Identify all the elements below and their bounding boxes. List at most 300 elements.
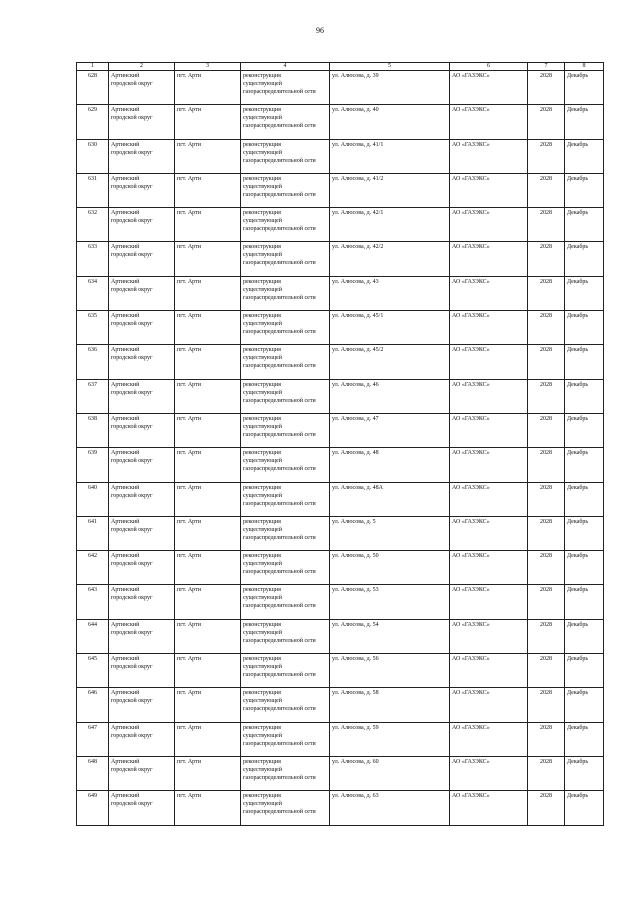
cell-work-type-line: существующей [243, 81, 282, 87]
cell-address [330, 585, 450, 619]
cell-settlement [175, 242, 241, 276]
cell-year [528, 482, 565, 516]
cell-organization-line: АО «ГАЗЭКС» [452, 758, 490, 765]
cell-district-line: Артинский [111, 587, 140, 594]
cell-month-line: Декабрь [567, 484, 589, 491]
cell-number [77, 654, 109, 688]
cell-number-line: 644 [88, 621, 97, 628]
table-row [77, 379, 604, 413]
cell-month [565, 345, 604, 379]
header-col-1: 1 [77, 63, 109, 71]
cell-address-line: ул. Алюсова, д. 5 [332, 518, 376, 525]
cell-number-line: 629 [88, 107, 97, 114]
cell-month-line: Декабрь [567, 347, 589, 354]
cell-district-line: городской округ [111, 286, 153, 293]
cell-district-line: городской округ [111, 149, 153, 156]
cell-number [77, 71, 109, 105]
registry-table [76, 62, 604, 826]
cell-work-type [241, 105, 330, 139]
cell-organization-line: АО «ГАЗЭКС» [452, 450, 490, 457]
cell-month-line: Декабрь [567, 553, 589, 560]
cell-year [528, 379, 565, 413]
cell-month-line: Декабрь [567, 210, 589, 217]
cell-work-type-line: существующей [243, 561, 282, 568]
cell-settlement-line: пгт. Арти [177, 518, 201, 525]
cell-number [77, 208, 109, 242]
cell-settlement-line: пгт. Арти [177, 758, 201, 765]
cell-work-type-line: существующей [243, 115, 282, 122]
cell-year [528, 413, 565, 447]
cell-settlement-line: пгт. Арти [177, 175, 201, 182]
cell-month [565, 413, 604, 447]
cell-work-type-line: газораспределительной сети [243, 603, 316, 610]
cell-year [528, 688, 565, 722]
cell-work-type-line: реконструкция [243, 656, 281, 663]
cell-year-line: 2028 [540, 656, 552, 663]
table-header [77, 63, 604, 71]
cell-year-line: 2028 [540, 141, 552, 148]
cell-work-type-line: реконструкция [243, 278, 281, 285]
cell-work-type-line: существующей [243, 492, 282, 499]
cell-month [565, 585, 604, 619]
cell-address-line: ул. Алюсова, д. 58 [332, 690, 379, 697]
cell-year-line: 2028 [540, 484, 552, 491]
cell-work-type-line: существующей [243, 698, 282, 705]
cell-district-line: Артинский [111, 175, 140, 182]
cell-address [330, 379, 450, 413]
cell-work-type-line: реконструкция [243, 244, 281, 251]
table-row [77, 139, 604, 173]
cell-address [330, 139, 450, 173]
cell-settlement [175, 619, 241, 653]
table-row [77, 791, 604, 825]
cell-work-type [241, 551, 330, 585]
cell-settlement [175, 413, 241, 447]
cell-district-line: городской округ [111, 732, 153, 739]
cell-district-line: городской округ [111, 595, 153, 602]
cell-district-line: Артинский [111, 518, 140, 525]
cell-work-type-line: реконструкция [243, 141, 281, 148]
cell-settlement-line: пгт. Арти [177, 244, 201, 251]
page-number: 96 [316, 26, 324, 35]
cell-address [330, 551, 450, 585]
cell-month-line: Декабрь [567, 793, 589, 800]
cell-organization-line: АО «ГАЗЭКС» [452, 587, 490, 594]
cell-address-line: ул. Алюсова, д. 42/2 [332, 244, 384, 251]
cell-number [77, 448, 109, 482]
cell-organization [450, 516, 528, 550]
cell-number-line: 648 [88, 758, 97, 765]
cell-settlement-line: пгт. Арти [177, 415, 201, 422]
cell-settlement [175, 173, 241, 207]
cell-number-line: 630 [88, 141, 97, 148]
cell-organization [450, 139, 528, 173]
cell-address-line: ул. Алюсова, д. 43 [332, 278, 379, 285]
cell-number [77, 551, 109, 585]
cell-district [109, 173, 175, 207]
cell-month [565, 311, 604, 345]
cell-month [565, 688, 604, 722]
cell-settlement [175, 208, 241, 242]
cell-district [109, 654, 175, 688]
cell-month [565, 722, 604, 756]
cell-work-type-line: существующей [243, 629, 282, 636]
cell-address [330, 619, 450, 653]
cell-settlement-line: пгт. Арти [177, 793, 201, 800]
cell-address-line: ул. Алюсова, д. 56 [332, 656, 379, 663]
cell-address [330, 482, 450, 516]
cell-number-line: 633 [88, 244, 97, 251]
cell-month [565, 448, 604, 482]
cell-settlement [175, 756, 241, 790]
cell-address [330, 516, 450, 550]
cell-work-type-line: существующей [243, 458, 282, 465]
header-col-6: 6 [450, 63, 528, 71]
table-row [77, 71, 604, 105]
cell-work-type [241, 619, 330, 653]
cell-work-type-line: реконструкция [243, 518, 281, 525]
cell-district-line: городской округ [111, 355, 153, 362]
table-row [77, 173, 604, 207]
cell-work-type-line: существующей [243, 286, 282, 293]
cell-year-line: 2028 [540, 107, 552, 114]
cell-number [77, 311, 109, 345]
cell-work-type [241, 242, 330, 276]
cell-month [565, 516, 604, 550]
cell-number-line: 635 [88, 313, 97, 320]
cell-organization [450, 585, 528, 619]
cell-number-line: 646 [88, 690, 97, 697]
table-row [77, 619, 604, 653]
cell-work-type-line: газораспределительной сети [243, 500, 316, 507]
cell-number [77, 722, 109, 756]
cell-settlement [175, 345, 241, 379]
cell-organization [450, 722, 528, 756]
table-row [77, 311, 604, 345]
cell-organization [450, 791, 528, 825]
cell-year-line: 2028 [540, 347, 552, 354]
table-row [77, 276, 604, 310]
cell-work-type-line: газораспределительной сети [243, 569, 316, 576]
cell-number-line: 649 [88, 793, 97, 800]
cell-year-line: 2028 [540, 450, 552, 457]
cell-organization-line: АО «ГАЗЭКС» [452, 73, 490, 79]
cell-address [330, 311, 450, 345]
table-row [77, 413, 604, 447]
cell-work-type-line: газораспределительной сети [243, 809, 316, 816]
cell-address-line: ул. Алюсова, д. 48А [332, 484, 384, 491]
cell-work-type-line: существующей [243, 252, 282, 259]
cell-number-line: 642 [88, 553, 97, 560]
cell-district-line: городской округ [111, 252, 153, 259]
cell-number [77, 619, 109, 653]
cell-work-type-line: реконструкция [243, 313, 281, 320]
cell-year-line: 2028 [540, 553, 552, 560]
cell-work-type-line: газораспределительной сети [243, 329, 316, 336]
cell-work-type-line: существующей [243, 149, 282, 156]
cell-work-type-line: существующей [243, 321, 282, 328]
cell-number [77, 756, 109, 790]
cell-address [330, 756, 450, 790]
cell-year-line: 2028 [540, 415, 552, 422]
cell-settlement-line: пгт. Арти [177, 690, 201, 697]
cell-number-line: 641 [88, 518, 97, 525]
cell-district [109, 139, 175, 173]
cell-settlement-line: пгт. Арти [177, 347, 201, 354]
cell-work-type-line: существующей [243, 732, 282, 739]
cell-number [77, 139, 109, 173]
cell-year-line: 2028 [540, 587, 552, 594]
cell-district-line: городской округ [111, 81, 153, 87]
cell-year-line: 2028 [540, 724, 552, 731]
cell-year-line: 2028 [540, 244, 552, 251]
cell-month-line: Декабрь [567, 73, 589, 79]
cell-number [77, 242, 109, 276]
cell-district-line: Артинский [111, 621, 140, 628]
cell-district [109, 585, 175, 619]
cell-month-line: Декабрь [567, 758, 589, 765]
cell-district-line: Артинский [111, 107, 140, 114]
cell-month [565, 71, 604, 105]
cell-month-line: Декабрь [567, 278, 589, 285]
cell-number-line: 631 [88, 175, 97, 182]
cell-district-line: городской округ [111, 526, 153, 533]
cell-settlement [175, 379, 241, 413]
cell-number [77, 379, 109, 413]
cell-month [565, 105, 604, 139]
cell-month-line: Декабрь [567, 415, 589, 422]
cell-work-type [241, 379, 330, 413]
cell-settlement-line: пгт. Арти [177, 313, 201, 320]
cell-settlement [175, 585, 241, 619]
cell-district [109, 311, 175, 345]
header-col-4: 4 [241, 63, 330, 71]
cell-address [330, 413, 450, 447]
table-row [77, 208, 604, 242]
cell-year [528, 208, 565, 242]
cell-work-type [241, 448, 330, 482]
cell-district [109, 379, 175, 413]
cell-work-type [241, 722, 330, 756]
cell-year [528, 71, 565, 105]
cell-organization-line: АО «ГАЗЭКС» [452, 347, 490, 354]
cell-number [77, 516, 109, 550]
cell-work-type-line: газораспределительной сети [243, 534, 316, 541]
cell-district-line: городской округ [111, 321, 153, 328]
cell-district [109, 551, 175, 585]
cell-address-line: ул. Алюсова, д. 41/1 [332, 141, 384, 148]
cell-work-type-line: реконструкция [243, 107, 281, 114]
cell-district [109, 105, 175, 139]
cell-month-line: Декабрь [567, 244, 589, 251]
cell-address [330, 688, 450, 722]
cell-district [109, 448, 175, 482]
cell-month-line: Декабрь [567, 381, 589, 388]
cell-work-type-line: газораспределительной сети [243, 431, 316, 438]
cell-address-line: ул. Алюсова, д. 50 [332, 553, 379, 560]
table-body [77, 71, 604, 826]
cell-settlement-line: пгт. Арти [177, 210, 201, 217]
cell-address [330, 173, 450, 207]
cell-organization [450, 413, 528, 447]
cell-year [528, 516, 565, 550]
cell-number-line: 645 [88, 656, 97, 663]
cell-work-type [241, 516, 330, 550]
cell-month-line: Декабрь [567, 141, 589, 148]
cell-address-line: ул. Алюсова, д. 45/1 [332, 313, 384, 320]
cell-work-type-line: газораспределительной сети [243, 363, 316, 370]
cell-year-line: 2028 [540, 175, 552, 182]
header-col-8: 8 [565, 63, 604, 71]
cell-year [528, 105, 565, 139]
cell-work-type [241, 654, 330, 688]
cell-year-line: 2028 [540, 793, 552, 800]
cell-work-type [241, 413, 330, 447]
cell-work-type [241, 139, 330, 173]
cell-year [528, 551, 565, 585]
cell-organization-line: АО «ГАЗЭКС» [452, 313, 490, 320]
table-row [77, 551, 604, 585]
cell-number [77, 345, 109, 379]
cell-work-type [241, 345, 330, 379]
header-col-5: 5 [330, 63, 450, 71]
cell-district [109, 71, 175, 105]
cell-work-type-line: существующей [243, 218, 282, 225]
cell-work-type [241, 756, 330, 790]
cell-work-type-line: реконструкция [243, 381, 281, 388]
cell-district-line: Артинский [111, 690, 140, 697]
cell-district-line: Артинский [111, 244, 140, 251]
table-row [77, 482, 604, 516]
cell-work-type-line: газораспределительной сети [243, 157, 316, 164]
cell-district [109, 619, 175, 653]
cell-district-line: Артинский [111, 415, 140, 422]
cell-address [330, 448, 450, 482]
cell-year-line: 2028 [540, 758, 552, 765]
cell-organization [450, 482, 528, 516]
cell-address-line: ул. Алюсова, д. 47 [332, 415, 379, 422]
table-row [77, 105, 604, 139]
table-row [77, 688, 604, 722]
cell-work-type-line: реконструкция [243, 347, 281, 354]
header-col-2: 2 [109, 63, 175, 71]
cell-work-type-line: существующей [243, 526, 282, 533]
cell-address-line: ул. Алюсова, д. 59 [332, 724, 379, 731]
cell-year-line: 2028 [540, 518, 552, 525]
cell-year [528, 585, 565, 619]
cell-work-type-line: газораспределительной сети [243, 191, 316, 198]
cell-year [528, 139, 565, 173]
cell-month-line: Декабрь [567, 175, 589, 182]
table-row [77, 345, 604, 379]
cell-address [330, 71, 450, 105]
cell-address [330, 345, 450, 379]
cell-number-line: 637 [88, 381, 97, 388]
cell-work-type [241, 208, 330, 242]
cell-settlement-line: пгт. Арти [177, 553, 201, 560]
cell-address [330, 722, 450, 756]
cell-district-line: городской округ [111, 183, 153, 190]
cell-organization-line: АО «ГАЗЭКС» [452, 621, 490, 628]
cell-work-type-line: реконструкция [243, 724, 281, 731]
cell-year-line: 2028 [540, 313, 552, 320]
header-row [77, 63, 604, 71]
cell-settlement [175, 276, 241, 310]
cell-work-type [241, 276, 330, 310]
cell-year-line: 2028 [540, 381, 552, 388]
cell-organization [450, 619, 528, 653]
cell-work-type [241, 585, 330, 619]
table-row [77, 654, 604, 688]
cell-address [330, 791, 450, 825]
cell-organization-line: АО «ГАЗЭКС» [452, 553, 490, 560]
cell-district-line: городской округ [111, 423, 153, 430]
cell-settlement [175, 688, 241, 722]
cell-number-line: 634 [88, 278, 97, 285]
cell-year [528, 722, 565, 756]
cell-settlement [175, 448, 241, 482]
cell-organization-line: АО «ГАЗЭКС» [452, 793, 490, 800]
cell-address [330, 242, 450, 276]
cell-organization [450, 71, 528, 105]
cell-district-line: Артинский [111, 141, 140, 148]
cell-number [77, 688, 109, 722]
cell-organization-line: АО «ГАЗЭКС» [452, 518, 490, 525]
cell-address-line: ул. Алюсова, д. 60 [332, 758, 379, 765]
cell-settlement-line: пгт. Арти [177, 107, 201, 114]
cell-work-type-line: газораспределительной сети [243, 89, 316, 95]
cell-organization [450, 173, 528, 207]
cell-work-type-line: реконструкция [243, 793, 281, 800]
cell-settlement-line: пгт. Арти [177, 484, 201, 491]
cell-month-line: Декабрь [567, 313, 589, 320]
cell-district-line: городской округ [111, 458, 153, 465]
cell-district-line: городской округ [111, 629, 153, 636]
cell-year [528, 345, 565, 379]
cell-work-type [241, 688, 330, 722]
cell-organization-line: АО «ГАЗЭКС» [452, 724, 490, 731]
cell-organization [450, 311, 528, 345]
cell-work-type-line: реконструкция [243, 690, 281, 697]
cell-year-line: 2028 [540, 278, 552, 285]
cell-district [109, 688, 175, 722]
cell-work-type-line: реконструкция [243, 484, 281, 491]
cell-year [528, 276, 565, 310]
cell-organization [450, 654, 528, 688]
cell-district [109, 722, 175, 756]
cell-work-type-line: газораспределительной сети [243, 774, 316, 781]
cell-work-type-line: газораспределительной сети [243, 706, 316, 713]
cell-district-line: Артинский [111, 73, 140, 79]
cell-district-line: Артинский [111, 656, 140, 663]
cell-address [330, 208, 450, 242]
cell-work-type [241, 311, 330, 345]
cell-district-line: городской округ [111, 766, 153, 773]
cell-organization [450, 208, 528, 242]
cell-year [528, 173, 565, 207]
cell-address-line: ул. Алюсова, д. 46 [332, 381, 379, 388]
cell-year-line: 2028 [540, 73, 552, 79]
cell-district [109, 242, 175, 276]
cell-month-line: Декабрь [567, 107, 589, 114]
cell-address-line: ул. Алюсова, д. 45/2 [332, 347, 384, 354]
cell-organization-line: АО «ГАЗЭКС» [452, 175, 490, 182]
cell-settlement [175, 791, 241, 825]
cell-month [565, 791, 604, 825]
cell-district-line: городской округ [111, 218, 153, 225]
cell-district-line: Артинский [111, 278, 140, 285]
cell-number [77, 413, 109, 447]
